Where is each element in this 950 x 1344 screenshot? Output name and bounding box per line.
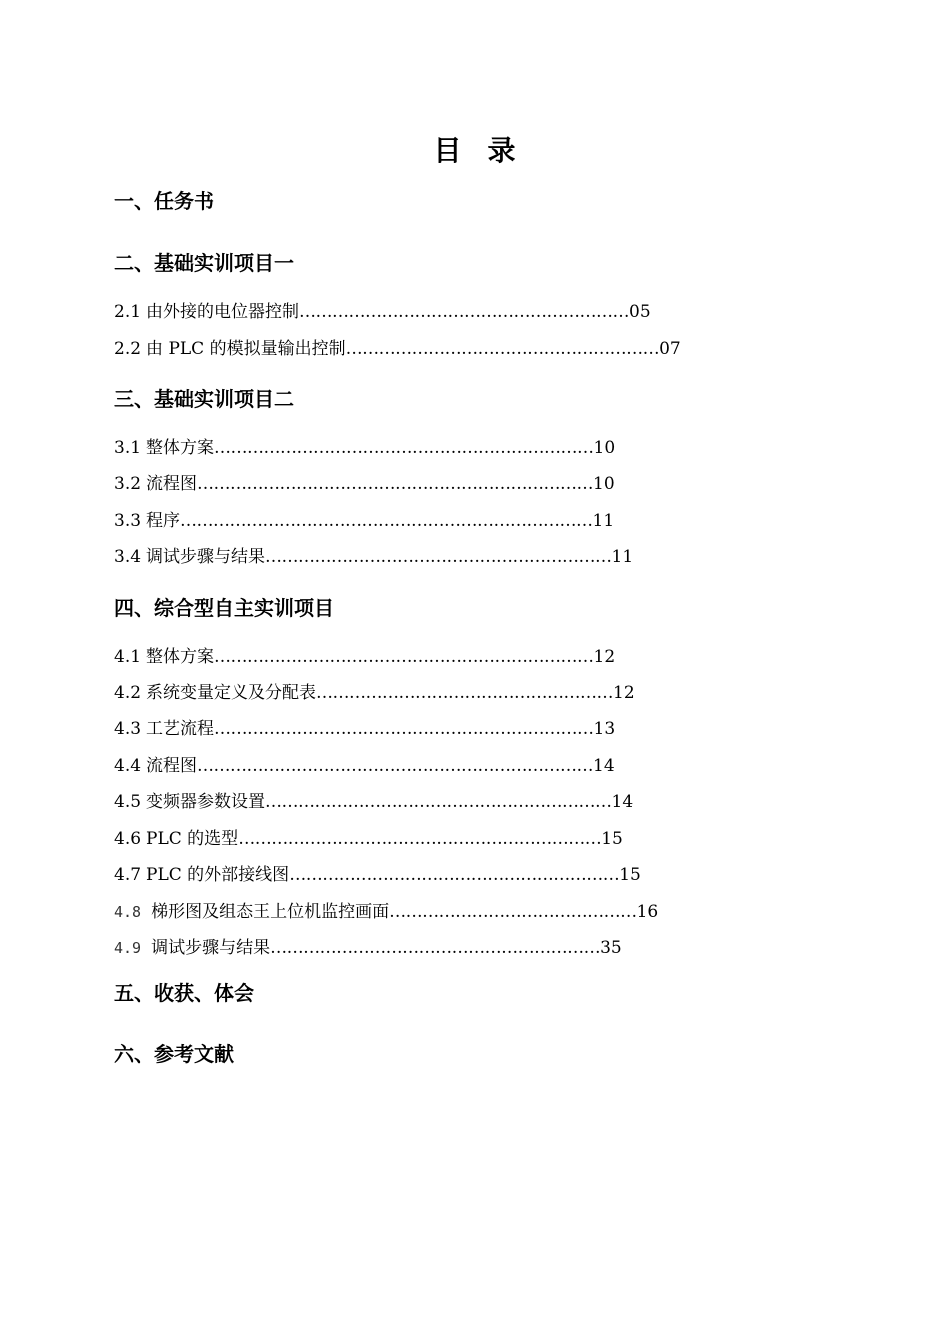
toc-heading-1: 一、任务书 <box>114 189 214 213</box>
toc-page-number: 10 <box>593 438 616 458</box>
toc-heading-6: 六、参考文献 <box>114 1042 234 1066</box>
toc-entry-number: 4.5 <box>114 792 142 812</box>
toc-page-number: 14 <box>593 756 615 776</box>
toc-page-number: 05 <box>629 302 651 322</box>
toc-leader-dots: …………………………………………………… <box>299 302 630 322</box>
toc-entry-4-5[interactable] <box>114 790 633 814</box>
toc-leader-dots: ………………………………………………… <box>345 339 660 359</box>
toc-entry-label: 系统变量定义及分配表 <box>146 683 317 703</box>
toc-page-number: 07 <box>659 339 681 359</box>
toc-entry-number: 4.3 <box>114 719 142 739</box>
toc-page-number: 35 <box>600 938 622 958</box>
toc-leader-dots: …………………………………………………………… <box>214 647 594 667</box>
toc-page-number: 12 <box>593 647 616 667</box>
toc-page-number: 15 <box>619 865 641 885</box>
toc-entry-4-8[interactable] <box>114 900 658 924</box>
toc-entry-2-1[interactable] <box>114 300 651 324</box>
toc-entry-number: 4.6 <box>114 829 142 849</box>
toc-entry-number: 3.1 <box>114 438 142 458</box>
toc-entry-2-2[interactable] <box>114 337 681 361</box>
toc-entry-4-4[interactable] <box>114 754 615 778</box>
toc-leader-dots: ……………………………………………………………… <box>197 756 594 776</box>
toc-entry-label: 由外接的电位器控制 <box>146 302 300 322</box>
toc-entry-4-7[interactable] <box>114 863 641 887</box>
toc-heading-5: 五、收获、体会 <box>114 981 254 1005</box>
toc-page-number: 15 <box>601 829 623 849</box>
toc-entry-number: 4.4 <box>114 756 142 776</box>
toc-leader-dots: …………………………………………………………… <box>214 438 594 458</box>
toc-page-number: 16 <box>636 902 659 922</box>
toc-leader-dots: …………………………………………………… <box>289 865 620 885</box>
toc-entry-4-6[interactable] <box>114 827 623 851</box>
toc-entry-number: 4.9 <box>114 939 142 957</box>
toc-heading-4: 四、综合型自主实训项目 <box>114 596 334 620</box>
toc-leader-dots: ……………………………………… <box>389 902 637 922</box>
toc-entry-number: 4.2 <box>114 683 142 703</box>
toc-page-number: 12 <box>613 683 635 703</box>
toc-title: 目录 <box>433 134 542 167</box>
toc-entry-3-1[interactable] <box>114 436 615 460</box>
toc-leader-dots: ……………………………………………… <box>316 683 614 703</box>
toc-entry-number: 2.2 <box>114 339 142 359</box>
toc-entry-label: 调试步骤与结果 <box>146 547 266 567</box>
toc-leader-dots: …………………………………………………………… <box>214 719 594 739</box>
toc-leader-dots: …………………………………………………… <box>270 938 601 958</box>
toc-entry-label: 调试步骤与结果 <box>151 938 271 958</box>
toc-entry-label: 梯形图及组态王上位机监控画面 <box>151 902 390 922</box>
toc-page-number: 14 <box>611 792 634 812</box>
toc-entry-label: 工艺流程 <box>146 719 215 739</box>
toc-page-number: 10 <box>593 474 615 494</box>
toc-entry-label: 流程图 <box>146 756 198 776</box>
toc-entry-4-3[interactable] <box>114 717 615 741</box>
toc-entry-number: 3.3 <box>114 511 142 531</box>
toc-entry-number: 4.8 <box>114 903 142 921</box>
toc-entry-label: 变频器参数设置 <box>146 792 266 812</box>
toc-entry-label: 整体方案 <box>146 438 215 458</box>
toc-entry-number: 4.7 <box>114 865 142 885</box>
toc-leader-dots: ………………………………………………………………… <box>180 511 593 531</box>
toc-entry-label: 由 PLC 的模拟量输出控制 <box>146 339 346 359</box>
toc-entry-number: 3.2 <box>114 474 142 494</box>
toc-entry-4-1[interactable] <box>114 645 615 669</box>
toc-entry-label: 流程图 <box>146 474 198 494</box>
toc-page-number: 11 <box>611 547 634 567</box>
toc-entry-3-3[interactable] <box>114 509 614 533</box>
toc-leader-dots: ……………………………………………………… <box>265 547 612 567</box>
toc-entry-label: PLC 的选型 <box>146 829 239 849</box>
toc-entry-number: 4.1 <box>114 647 142 667</box>
toc-page-number: 13 <box>593 719 616 739</box>
toc-page-number: 11 <box>592 511 615 531</box>
toc-entry-number: 3.4 <box>114 547 142 567</box>
toc-heading-3: 三、基础实训项目二 <box>114 387 294 411</box>
toc-leader-dots: ………………………………………………………… <box>238 829 602 849</box>
toc-entry-label: 程序 <box>146 511 181 531</box>
toc-entry-number: 2.1 <box>114 302 142 322</box>
toc-entry-label: PLC 的外部接线图 <box>146 865 290 885</box>
toc-entry-4-9[interactable] <box>114 936 622 960</box>
toc-heading-2: 二、基础实训项目一 <box>114 251 294 275</box>
toc-leader-dots: ……………………………………………………………… <box>197 474 594 494</box>
toc-entry-3-2[interactable] <box>114 472 615 496</box>
toc-entry-label: 整体方案 <box>146 647 215 667</box>
toc-entry-3-4[interactable] <box>114 545 633 569</box>
toc-leader-dots: ……………………………………………………… <box>265 792 612 812</box>
toc-entry-4-2[interactable] <box>114 681 635 705</box>
